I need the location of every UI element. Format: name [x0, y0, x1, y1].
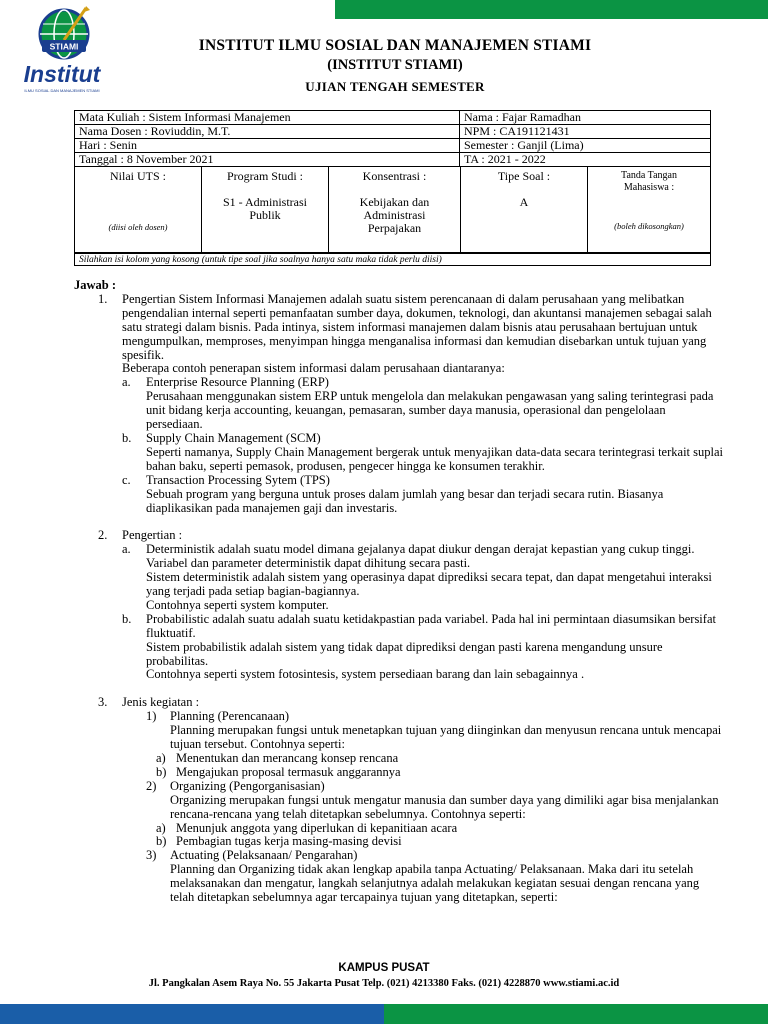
list-item-line: Sistem probabilistik adalah sistem yang tidak dapat diprediksi dengan pasti karena mengandung unsure probabilitas. — [146, 639, 663, 668]
document-header — [130, 36, 660, 98]
question-1-intro: Beberapa contoh penerapan sistem informasi dalam perusahaan diantaranya: — [122, 361, 505, 376]
sub-item — [156, 820, 724, 836]
activity-title: Organizing (Pengorganisasian) — [170, 778, 325, 793]
info-right-cell: Semester : Ganjil (Lima) — [460, 139, 711, 153]
list-marker: 1) — [146, 709, 157, 724]
sub-text: Pembagian tugas kerja masing-masing devisi — [176, 834, 402, 849]
question-3 — [74, 696, 724, 905]
info-right-cell: NPM : CA191121431 — [460, 125, 711, 139]
institution-short-name: (INSTITUT STIAMI) — [327, 57, 463, 73]
info-left-cell: Hari : Senin — [75, 139, 460, 153]
answer-body — [74, 279, 724, 905]
list-item-desc: Sebuah program yang berguna untuk proses dalam jumlah yang besar dan terjadi secara rutin. Biasanya diaplikasikan pada manajemen gaji dan investaris. — [146, 486, 664, 515]
fill-instruction: Silahkan isi kolom yang kosong (untuk tipe soal jika soalnya hanya satu maka tidak perlu diisi) — [74, 253, 711, 266]
tanda-tangan-label: Tanda Tangan Mahasiswa : — [621, 170, 677, 193]
question-1-text: Pengertian Sistem Informasi Manajemen adalah suatu sistem perencanaan di dalam perusahaan yang melibatkan pengendalian internal seperti pemanfaatan sumber daya, dokumen, teknologi, dan akuntansi manajemen sebagai salah satu strategi dalam bisnis. Pada intinya, sistem informasi manajemen dalam bisnis atau perusahaan bertujuan untuk mengumpulkan, memproses, menyimpan hingga menganalisa informasi dan kemudian disebarkan untuk tujuan yang spesifik. — [122, 291, 712, 362]
prodi-cell — [202, 167, 329, 252]
activity-item — [122, 710, 724, 780]
konsentrasi-label: Konsentrasi : — [362, 169, 427, 183]
info-row — [75, 139, 711, 153]
activity-desc: Organizing merupakan fungsi untuk mengatur manusia dan sumber daya yang dimiliki agar bisa menjalankan rencana-rencana yang telah ditetapkan sebelumnya. Contohnya seperti: — [170, 792, 719, 821]
list-item-title: Transaction Processing Sytem (TPS) — [146, 472, 330, 487]
tanda-tangan-cell — [588, 167, 710, 252]
logo-tagline: ILMU SOSIAL DAN MANAJEMEN STIAMI — [24, 88, 100, 93]
info-row — [75, 153, 711, 167]
list-marker: b. — [122, 611, 132, 626]
info-row — [75, 125, 711, 139]
question-2-title: Pengertian : — [122, 528, 183, 543]
nilai-label: Nilai UTS : — [110, 169, 166, 183]
info-right-cell: TA : 2021 - 2022 — [460, 153, 711, 167]
logo-wordmark: Institut — [23, 61, 101, 87]
sub-marker: a) — [156, 751, 166, 765]
question-3-title: Jenis kegiatan : — [122, 695, 200, 710]
nilai-note: (diisi oleh dosen) — [108, 222, 168, 232]
sub-marker: b) — [156, 834, 167, 849]
konsentrasi-value: Kebijakan dan Administrasi Perpajakan — [359, 195, 430, 235]
tanda-tangan-note: (boleh dikosongkan) — [614, 221, 684, 231]
sub-marker: a) — [156, 820, 166, 835]
question-1 — [74, 293, 724, 516]
info-row — [75, 111, 711, 125]
list-item-line: Contohnya seperti system fotosintesis, system persediaan barang dan lain sebagainnya . — [146, 667, 585, 682]
list-item — [122, 543, 724, 613]
question-number: 2. — [98, 528, 108, 543]
list-marker: c. — [122, 472, 131, 487]
list-item — [122, 376, 724, 432]
list-marker: a. — [122, 542, 131, 557]
tipe-soal-cell — [461, 167, 588, 252]
list-marker: 3) — [146, 848, 157, 863]
list-item — [122, 613, 724, 683]
sub-item — [156, 764, 724, 780]
list-item-line: Contohnya seperti system komputer. — [146, 597, 329, 612]
info-left-cell: Tanggal : 8 November 2021 — [75, 153, 460, 167]
tipe-soal-value: A — [519, 195, 529, 209]
list-marker: b. — [122, 430, 132, 445]
sub-marker: b) — [156, 764, 167, 779]
activity-title: Actuating (Pelaksanaan/ Pengarahan) — [170, 848, 358, 863]
question-number: 1. — [98, 291, 108, 306]
list-marker: 2) — [146, 778, 157, 793]
sub-text: Menunjuk anggota yang diperlukan di kepanitiaan acara — [176, 820, 458, 835]
answer-title: Jawab : — [74, 278, 117, 292]
list-item-line: Sistem deterministik adalah sistem yang operasinya dapat diprediksi secara tepat, dan dapat mengetahui interaksi yang terjadi pada setiap bagian-bagiannya. — [146, 570, 712, 599]
institution-name: INSTITUT ILMU SOSIAL DAN MANAJEMEN STIAMI — [198, 37, 592, 54]
info-left-cell: Nama Dosen : Roviuddin, M.T. — [75, 125, 460, 139]
activity-desc: Planning dan Organizing tidak akan lengkap apabila tanpa Actuating/ Pelaksanaan. Maka dari itu setelah melaksanakan dan mengatur, langkah selanjutnya adalah melakukan kegiatan sesuai dengan rencana yang telah ditetapkan sebelumnya agar tercapainya tujuan yang ditetapkan, seperti: — [170, 862, 700, 905]
list-item — [122, 432, 724, 474]
info-left-cell: Mata Kuliah : Sistem Informasi Manajemen — [75, 111, 460, 125]
activity-desc: Planning merupakan fungsi untuk menetapkan tujuan yang diinginkan dan menyusun rencana untuk mencapai tujuan tersebut. Contohnya seperti: — [170, 723, 722, 752]
exam-info-table — [74, 110, 711, 167]
bottom-accent-bar-green — [384, 1004, 768, 1024]
prodi-label: Program Studi : — [226, 169, 303, 183]
sub-text: Mengajukan proposal termasuk anggarannya — [176, 764, 401, 779]
sub-item — [156, 751, 724, 766]
bottom-accent-bar-blue — [0, 1004, 384, 1024]
footer-title: KAMPUS PUSAT — [338, 962, 430, 974]
list-item — [122, 474, 724, 516]
question-number: 3. — [98, 695, 108, 710]
sub-text: Menentukan dan merancang konsep rencana — [176, 751, 399, 765]
konsentrasi-cell — [329, 167, 461, 252]
activity-item — [122, 849, 724, 905]
exam-detail-grid — [74, 167, 711, 253]
activity-item — [122, 780, 724, 850]
prodi-value: S1 - Administrasi Publik — [222, 195, 307, 222]
list-item-line: Deterministik adalah suatu model dimana gejalanya dapat diukur dengan derajat kepastian yang cukup tinggi. Variabel dan parameter deterministik dapat dihitung secara pasti. — [146, 542, 695, 571]
list-marker: a. — [122, 375, 131, 390]
logo-ring-text: STIAMI — [49, 41, 79, 52]
top-accent-bar — [335, 0, 768, 19]
list-item-desc: Perusahaan menggunakan sistem ERP untuk mengelola dan melakukan pengawasan yang saling terintegrasi pada unit bidang kerja accounting, keuangan, pemasaran, sumber daya manusia, operasional dan pengelolaan persediaan. — [146, 389, 714, 432]
info-right-cell: Nama : Fajar Ramadhan — [460, 111, 711, 125]
list-item-line: Probabilistic adalah suatu adalah suatu ketidakpastian pada variabel. Pada hal ini permintaan diasumsikan bersifat fluktuatif. — [146, 611, 716, 640]
list-item-title: Supply Chain Management (SCM) — [146, 430, 321, 445]
exam-title: UJIAN TENGAH SEMESTER — [305, 79, 485, 94]
footer-address: Jl. Pangkalan Asem Raya No. 55 Jakarta Pusat Telp. (021) 4213380 Faks. (021) 4228870 www.stiami.ac.id — [148, 978, 620, 989]
list-item-title: Enterprise Resource Planning (ERP) — [146, 375, 329, 390]
institution-logo — [12, 4, 122, 96]
activity-title: Planning (Perencanaan) — [170, 709, 290, 724]
tipe-soal-label: Tipe Soal : — [497, 169, 551, 183]
question-2 — [74, 529, 724, 682]
sub-item — [156, 834, 724, 849]
list-item-desc: Seperti namanya, Supply Chain Management bergerak untuk menyajikan data-data secara terintegrasi terkait suplai bahan baku, seperti pemasok, produsen, pengecer hingga ke konsumen terakhir. — [146, 444, 723, 473]
nilai-cell — [75, 167, 202, 252]
